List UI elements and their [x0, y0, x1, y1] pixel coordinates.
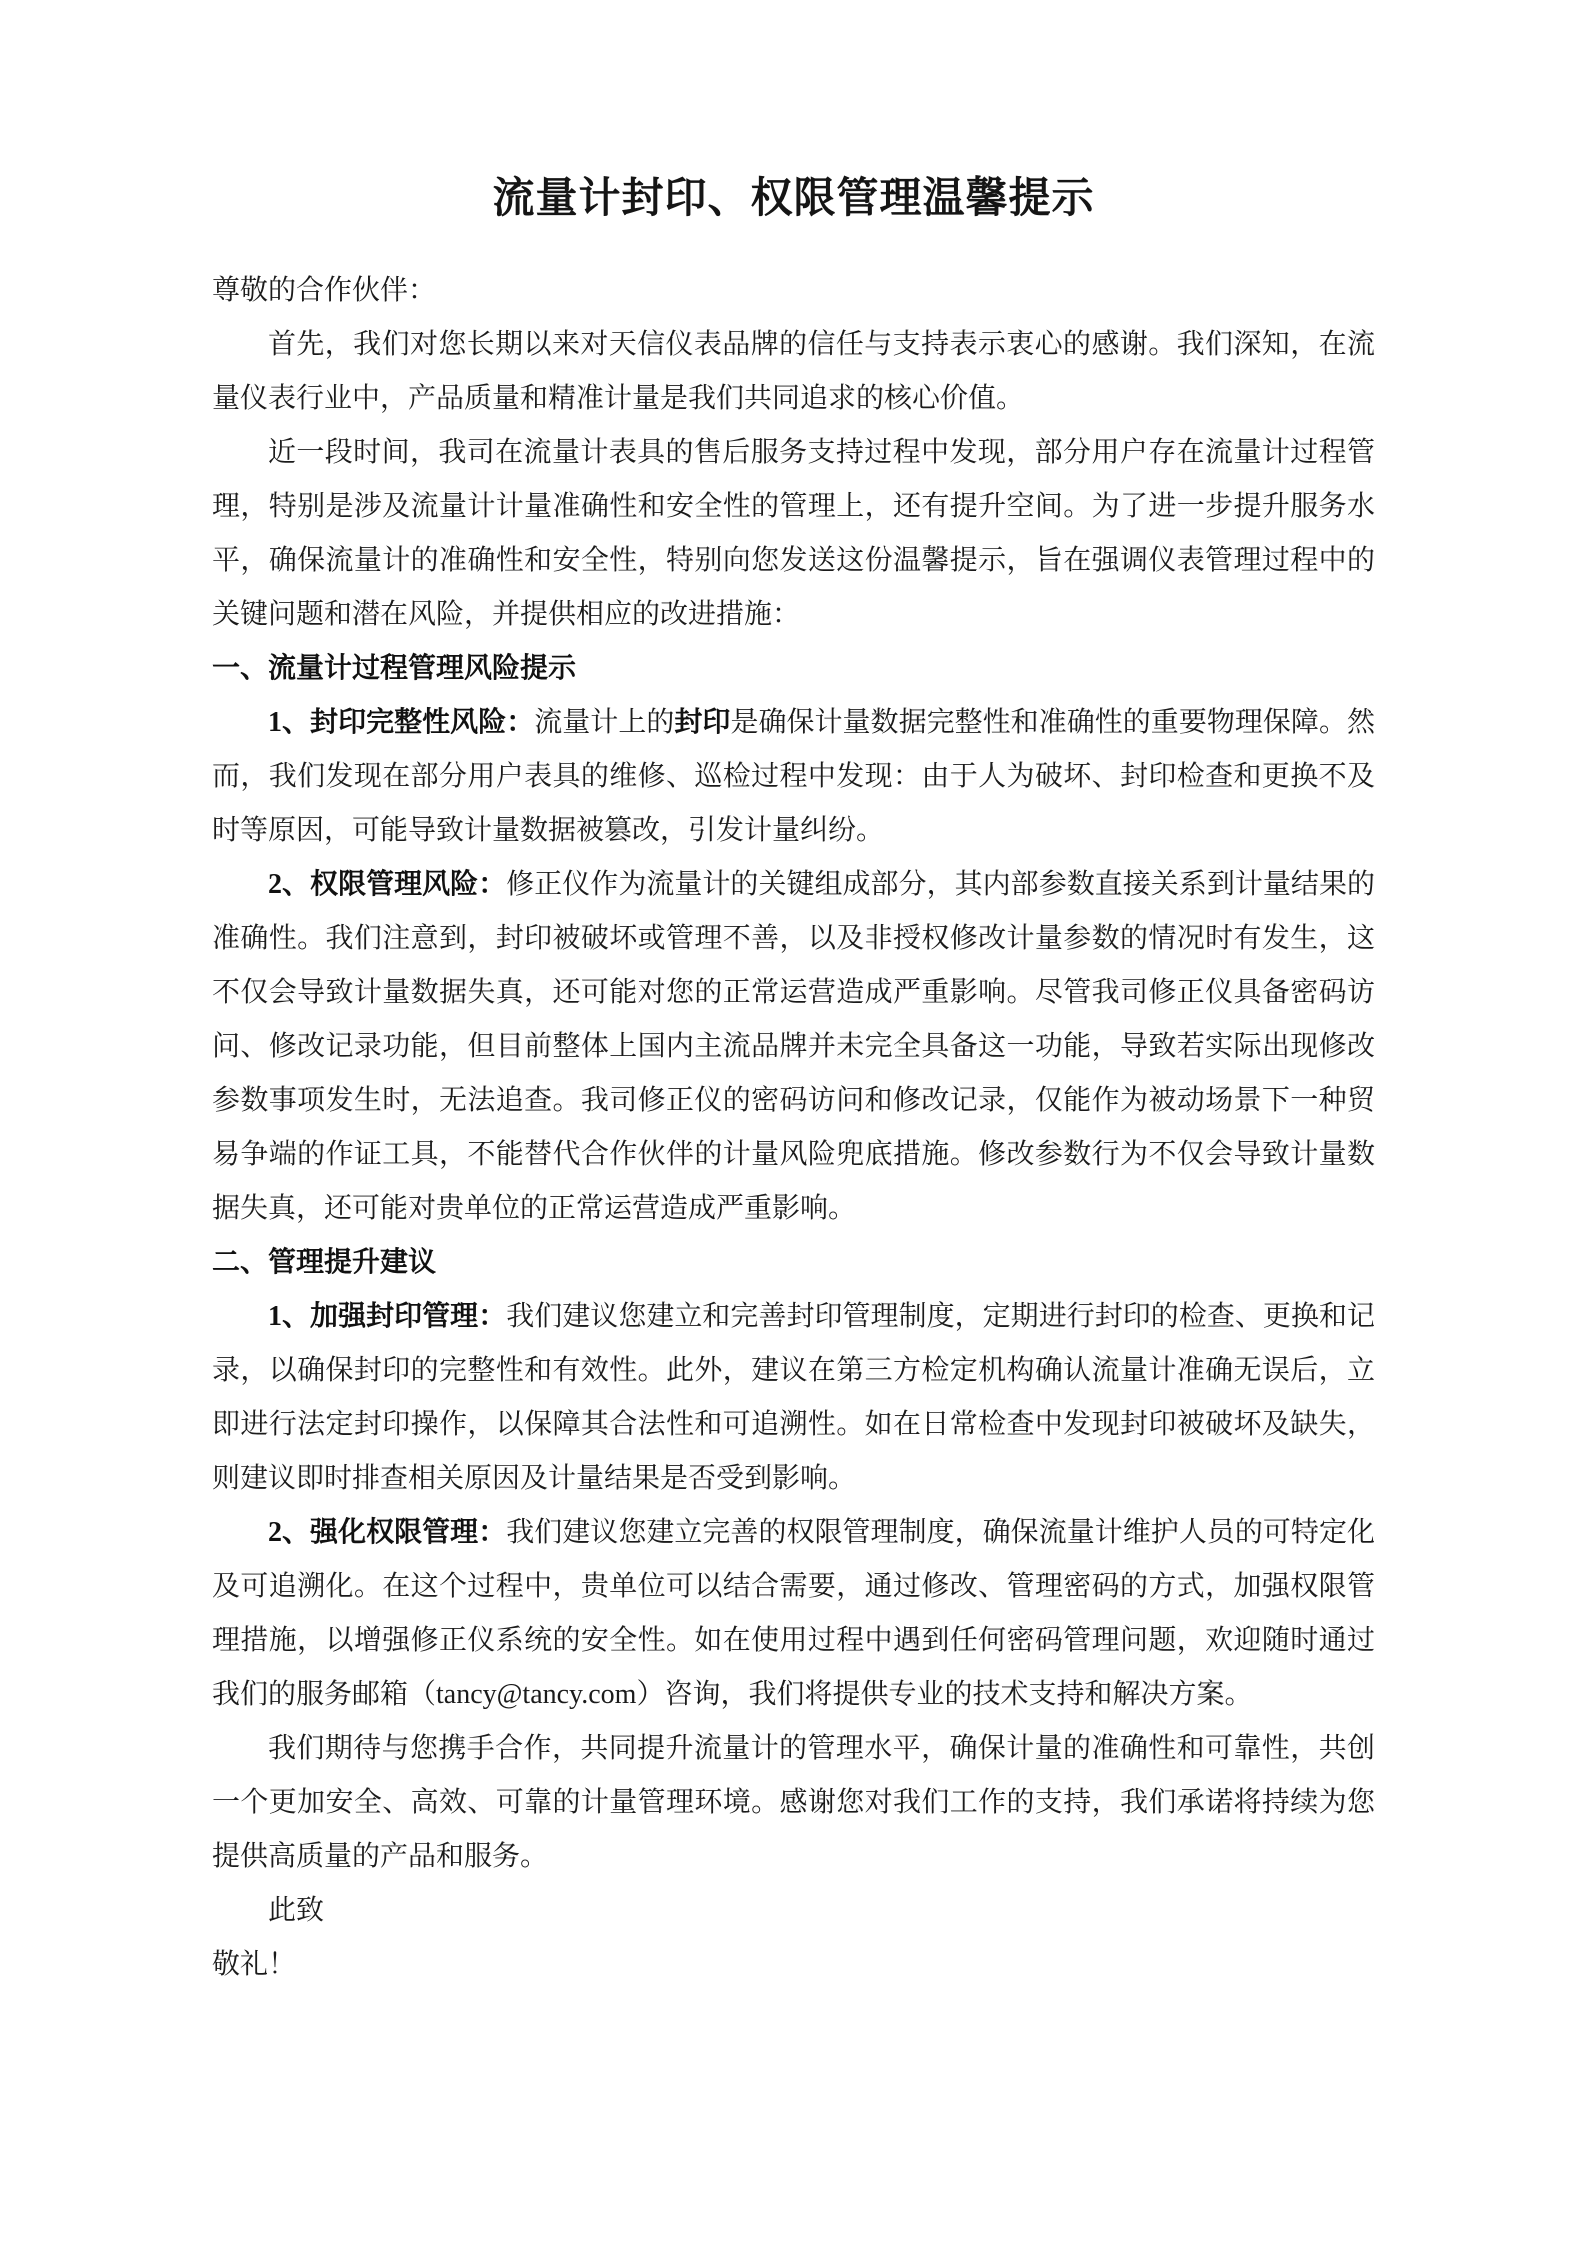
para-risk-2-permission [212, 858, 1375, 1236]
para-closing-outlook [212, 1722, 1375, 1884]
closing-jingli [212, 1938, 1375, 1992]
text-run: 我们期待与您携手合作，共同提升流量计的管理水平，确保计量的准确性和可靠性，共创一个更加安全、高效、可靠的计量管理环境。感谢您对我们工作的支持，我们承诺将持续为您提供高质量的产品和服务。 [212, 1733, 1375, 1872]
document-body [212, 264, 1375, 1992]
text-run: 敬礼！ [212, 1949, 297, 1980]
bold-text-run: 二、管理提升建议 [212, 1247, 437, 1278]
text-run: 我们建议您建立完善的权限管理制度，确保流量计维护人员的可特定化及可追溯化。在这个过程中，贵单位可以结合需要，通过修改、管理密码的方式，加强权限管理措施，以增强修正仪系统的安全性。如在使用过程中遇到任何密码管理问题，欢迎随时通过我们的服务邮箱（tancy@tancy.com）咨询，我们将提供专业的技术支持和解决方案。 [212, 1517, 1375, 1710]
bold-text-run: 一、流量计过程管理风险提示 [212, 653, 577, 684]
text-run: 近一段时间，我司在流量计表具的售后服务支持过程中发现，部分用户存在流量计过程管理，特别是涉及流量计计量准确性和安全性的管理上，还有提升空间。为了进一步提升服务水平，确保流量计的准确性和安全性，特别向您发送这份温馨提示，旨在强调仪表管理过程中的关键问题和潜在风险，并提供相应的改进措施： [212, 437, 1375, 630]
text-run: 是确保计量数据完整性和准确性的重要物理保障。然而，我们发现在部分用户表具的维修、巡检过程中发现：由于人为破坏、封印检查和更换不及时等原因，可能导致计量数据被篡改，引发计量纠纷。 [212, 707, 1375, 846]
text-run: 首先，我们对您长期以来对天信仪表品牌的信任与支持表示衷心的感谢。我们深知，在流量仪表行业中，产品质量和精准计量是我们共同追求的核心价值。 [212, 329, 1375, 414]
salutation [212, 264, 1375, 318]
bold-text-run: 封印 [674, 707, 731, 738]
section-2-heading [212, 1236, 1375, 1290]
document-title: 流量计封印、权限管理温馨提示 [492, 174, 1095, 221]
section-1-heading [212, 642, 1375, 696]
text-run: 此致 [268, 1895, 325, 1926]
closing-cizhi [212, 1884, 1375, 1938]
para-advice-1-strengthen-seal [212, 1290, 1375, 1506]
bold-text-run: 2、强化权限管理： [268, 1517, 507, 1548]
text-run: 流量计上的 [534, 707, 675, 738]
bold-text-run: 1、加强封印管理： [268, 1301, 507, 1332]
para-risk-1-seal-integrity [212, 696, 1375, 858]
para-intro-context [212, 426, 1375, 642]
text-run: 修正仪作为流量计的关键组成部分，其内部参数直接关系到计量结果的准确性。我们注意到，封印被破坏或管理不善，以及非授权修改计量参数的情况时有发生，这不仅会导致计量数据失真，还可能对您的正常运营造成严重影响。尽管我司修正仪具备密码访问、修改记录功能，但目前整体上国内主流品牌并未完全具备这一功能，导致若实际出现修改参数事项发生时，无法追查。我司修正仪的密码访问和修改记录，仅能作为被动场景下一种贸易争端的作证工具，不能替代合作伙伴的计量风险兜底措施。修改参数行为不仅会导致计量数据失真，还可能对贵单位的正常运营造成严重影响。 [212, 869, 1375, 1224]
para-advice-2-strengthen-permission [212, 1506, 1375, 1722]
text-run: 我们建议您建立和完善封印管理制度，定期进行封印的检查、更换和记录，以确保封印的完整性和有效性。此外，建议在第三方检定机构确认流量计准确无误后，立即进行法定封印操作，以保障其合法性和可追溯性。如在日常检查中发现封印被破坏及缺失，则建议即时排查相关原因及计量结果是否受到影响。 [212, 1301, 1375, 1494]
para-intro-thanks [212, 318, 1375, 426]
text-run: 尊敬的合作伙伴： [212, 275, 437, 306]
bold-text-run: 2、权限管理风险： [268, 869, 507, 900]
bold-text-run: 1、封印完整性风险： [268, 707, 535, 738]
